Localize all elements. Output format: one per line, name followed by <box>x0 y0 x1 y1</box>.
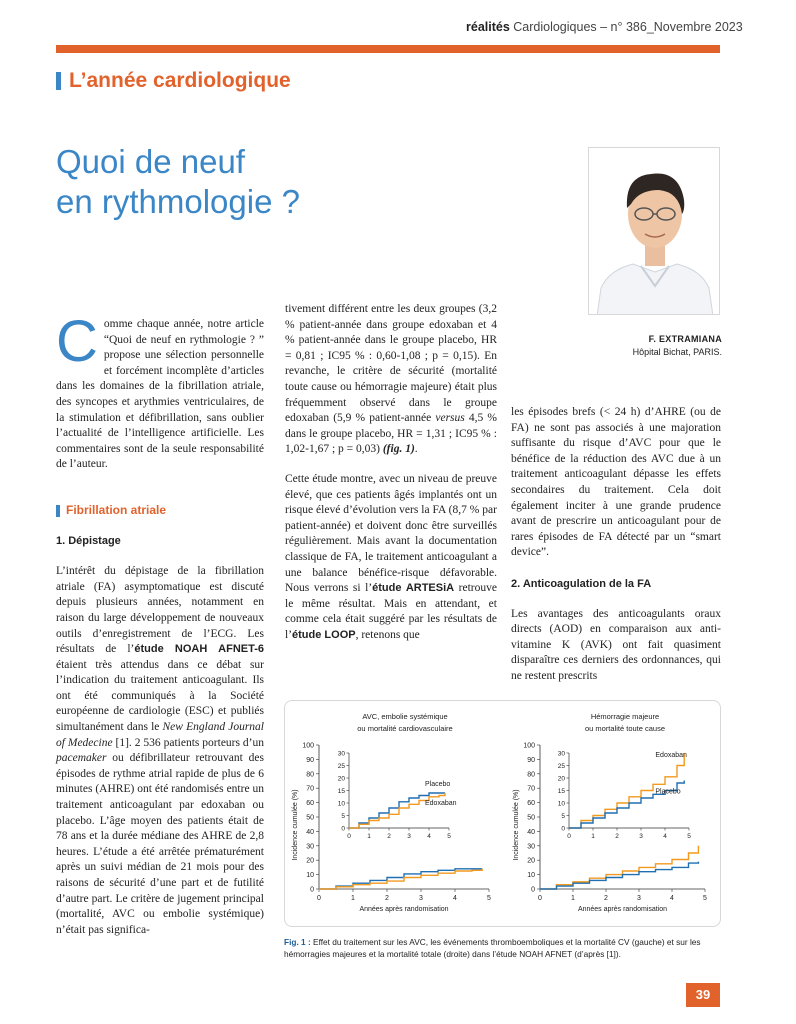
y-axis-label: Incidence cumulée (%) <box>513 789 520 861</box>
versus-term: versus <box>435 412 465 425</box>
km-charts <box>285 701 722 928</box>
author-affiliation: Hôpital Bichat, PARIS. <box>632 347 722 357</box>
x-tick-label: 4 <box>453 895 457 902</box>
x-tick-label: 3 <box>419 895 423 902</box>
series-label-placebo: Placebo <box>425 781 451 788</box>
inset-y-tick-label: 25 <box>337 763 345 770</box>
chart-subtitle: ou mortalité toute cause <box>584 724 666 733</box>
body-text: . <box>414 443 418 456</box>
x-tick-label: 0 <box>538 895 542 902</box>
study-name: étude LOOP <box>292 628 356 641</box>
text-column-1 <box>56 309 264 938</box>
square-bullet-icon <box>56 505 60 517</box>
intro-text: omme chaque année, notre article “Quoi de neuf en rythmologie ? ” propose une sélection personnelle et forcément incomplète d’articles dans les domaines de la fibrillation atriale, des syncopes et arythmies ventriculaires, de la stimulation et défibrillation, sans oublier l’actualité de l’intelligence artificielle. Les commentaires sont de la seule responsabilité de l’auteur. <box>56 318 264 471</box>
inset-x-tick-label: 0 <box>567 833 571 840</box>
y-axis-label: Incidence cumulée (%) <box>292 789 299 861</box>
series-label-placebo: Placebo <box>655 788 681 796</box>
author-photo <box>588 147 720 315</box>
device-term: pacemaker <box>56 752 107 765</box>
caption-label: Fig. 1 : <box>284 937 311 947</box>
chart-title: AVC, embolie systémique <box>362 712 448 721</box>
caption-text: Effet du traitement sur les AVC, les événements thromboemboliques et la mortalité CV (gauche) et sur les hémorragies majeures et la mortalité totale (droite) dans l’étude NOAH AFNET (d’après [1]). <box>284 937 701 959</box>
author-portrait-icon <box>589 148 720 315</box>
series-label-edoxaban: Edoxaban <box>425 800 457 807</box>
section-tag <box>56 68 291 94</box>
x-tick-label: 2 <box>385 895 389 902</box>
inset-x-tick-label: 4 <box>427 833 431 840</box>
y-tick-label: 40 <box>527 828 535 836</box>
inset-y-tick-label: 0 <box>341 825 345 833</box>
inset-y-tick-label: 10 <box>337 800 345 808</box>
y-tick-label: 30 <box>527 843 535 851</box>
y-tick-label: 10 <box>306 872 314 880</box>
header-accent-bar <box>56 45 720 53</box>
y-tick-label: 20 <box>306 857 314 865</box>
y-tick-label: 100 <box>523 742 535 750</box>
inset-x-tick-label: 2 <box>387 833 391 840</box>
author-name: F. EXTRAMIANA <box>648 334 722 344</box>
study-name: étude NOAH AFNET-6 <box>134 643 264 656</box>
y-tick-label: 50 <box>527 814 535 822</box>
body-text: [1]. 2 536 patients porteurs d’un <box>112 736 264 749</box>
body-text: étaient très attendus dans ce débat sur l’indication du traitement anticoagulant. Ils ont été communiqués à la Société européenne de cardiologie (ESC) et publiés simultanément dans le <box>56 658 264 734</box>
inset-y-tick-label: 30 <box>557 750 565 758</box>
chart-subtitle: ou mortalité cardiovasculaire <box>357 724 453 733</box>
figure-caption <box>284 936 721 960</box>
body-paragraph: Les avantages des anticoagulants oraux directs (AOD) en comparaison aux anti-vitamine K (AVK) ont fait quasiment disparaître ces derniers des ordonnances, qui ne restent prescrits <box>511 607 721 682</box>
figure-reference: (fig. 1) <box>382 443 415 456</box>
inset-y-tick-label: 25 <box>557 763 565 770</box>
body-text: tivement différent entre les deux groupes (3,2 % patient-année dans groupe edoxaban et 4 % patient-année dans le groupe placebo, HR = 0,81 ; IC95 % : 0,60-1,08 ; p = 0,15). En revanche, le critère de sécurité (mortalité toute cause ou hémorragie majeure) était plus fréquemment observé dans le groupe edoxaban (5,9 % patient-année <box>285 303 497 425</box>
inset-y-tick-label: 5 <box>561 813 565 820</box>
series-label-edoxaban: Edoxaban <box>655 751 687 759</box>
x-tick-label: 5 <box>487 895 491 902</box>
inset-x-tick-label: 3 <box>639 833 643 840</box>
author-block <box>560 333 722 359</box>
x-tick-label: 0 <box>317 895 321 902</box>
journal-issue: Cardiologiques – n° 386_Novembre 2023 <box>509 20 743 34</box>
inset-x-tick-label: 3 <box>407 833 411 840</box>
inset-y-tick-label: 0 <box>561 825 565 833</box>
y-tick-label: 0 <box>531 886 535 894</box>
inset-y-tick-label: 15 <box>557 788 565 795</box>
y-tick-label: 60 <box>306 800 314 808</box>
body-text: retrouve le même résultat. Mais en attendant, et comme cela était suggéré par les résultats de l’ <box>285 582 497 641</box>
y-tick-label: 70 <box>306 785 314 793</box>
y-tick-label: 0 <box>310 886 314 894</box>
study-name: étude ARTESiA <box>372 582 455 595</box>
body-text: , retenons que <box>355 628 420 641</box>
section-label: L’année cardiologique <box>69 69 291 92</box>
journal-header <box>466 20 743 34</box>
y-tick-label: 20 <box>527 857 535 865</box>
y-tick-label: 80 <box>306 771 314 779</box>
body-paragraph <box>285 472 497 644</box>
inset-x-tick-label: 2 <box>615 833 619 840</box>
y-tick-label: 60 <box>527 800 535 808</box>
body-text: Cette étude montre, avec un niveau de preuve élevé, que ces patients âgés implantés ont un risque élevé d’évolution vers la FA (8,7 % par patient-année) et doivent donc être surveillés régulièrement. Mais avant la documentation classique de FA, le traitement anticoagulant a une balance bénéfice-risque défavorable. Nous verrons si l’ <box>285 472 497 595</box>
article-title-line-1: Quoi de neuf <box>56 143 245 180</box>
section-heading-text: Fibrillation atriale <box>66 502 167 517</box>
chart-title: Hémorragie majeure <box>590 712 660 721</box>
inset-x-tick-label: 1 <box>367 833 371 840</box>
article-title-line-2: en rythmologie ? <box>56 183 300 220</box>
x-axis-label: Années après randomisation <box>577 906 668 913</box>
body-text: ou défibrillateur retrouvant des épisodes de rythme atrial rapide de plus de 6 minutes (AHRE) ont été randomisés entre un traitement anticoagulant par edoxaban ou placebo. L’âge moyen des patients était de 78 ans et la durée médiane des AHRE de 2,8 heures. L’étude a été arrêtée prématurément après un suivi médian de 21 mois pour des raisons de sécurité d’une part et de futilité d’autre part. Le critère de jugement principal (mortalité, AVC ou embolie systémique) n’était pas significa- <box>56 752 264 936</box>
body-text: L’intérêt du dépistage de la fibrillation atriale (FA) asymptomatique est discuté depuis plusieurs années, notamment en raison du large développement de nouveaux outils d’enregistrement de l’ECG. Les résultats de l’ <box>56 565 264 656</box>
inset-y-tick-label: 5 <box>341 813 345 820</box>
inset-series-line-placebo <box>349 793 445 828</box>
x-tick-label: 3 <box>637 895 641 902</box>
y-tick-label: 30 <box>306 843 314 851</box>
y-tick-label: 40 <box>306 828 314 836</box>
inset-x-tick-label: 0 <box>347 833 351 840</box>
inset-y-tick-label: 15 <box>337 788 345 795</box>
x-tick-label: 1 <box>571 895 575 902</box>
x-axis-label: Années après randomisation <box>359 906 449 913</box>
body-paragraph: les épisodes brefs (< 24 h) d’AHRE (ou de FA) ne sont pas associés à une majoration suffisante du risque d’AVC pour que le bénéfice de la réduction des AVC due à un traitement anticoagulant dépasse les effets secondaires du traitement. Cela doit également inciter à une grande prudence avant de prescrire un anticoagulant pour de rares épisodes de FA détecté par un “smart device”. <box>511 406 721 559</box>
y-tick-label: 70 <box>527 785 535 793</box>
inset-x-tick-label: 1 <box>591 833 595 840</box>
text-column-2 <box>285 302 497 643</box>
drop-cap: C <box>56 309 98 374</box>
x-tick-label: 2 <box>604 895 608 902</box>
y-tick-label: 100 <box>302 742 314 750</box>
inset-y-tick-label: 10 <box>557 800 565 808</box>
y-tick-label: 80 <box>527 771 535 779</box>
journal-name: New England Journal of Medecine <box>56 721 264 749</box>
y-tick-label: 50 <box>306 814 314 822</box>
x-tick-label: 1 <box>351 895 355 902</box>
section-heading <box>56 503 264 519</box>
text-column-3 <box>511 405 721 685</box>
intro-paragraph <box>56 309 264 473</box>
article-title <box>56 142 536 222</box>
y-tick-label: 10 <box>527 872 535 880</box>
inset-x-tick-label: 5 <box>447 833 451 840</box>
body-paragraph <box>285 302 497 458</box>
body-paragraph <box>56 564 264 938</box>
x-tick-label: 4 <box>670 895 674 902</box>
inset-y-tick-label: 20 <box>337 775 345 783</box>
sub-heading-anticoagulation: 2. Anticoagulation de la FA <box>511 577 652 590</box>
sub-heading-depistage: 1. Dépistage <box>56 534 121 547</box>
inset-x-tick-label: 4 <box>663 833 667 840</box>
inset-y-tick-label: 30 <box>337 750 345 758</box>
inset-y-tick-label: 20 <box>557 775 565 783</box>
y-tick-label: 90 <box>527 756 535 764</box>
square-bullet-icon <box>56 72 61 90</box>
x-tick-label: 5 <box>703 895 707 902</box>
series-line-placebo <box>319 869 482 889</box>
page-number: 39 <box>686 983 720 1007</box>
figure-1 <box>284 700 721 927</box>
body-text: 4,5 % dans le groupe placebo, HR = 1,31 ; IC95 % : 1,02-1,67 ; p = 0,03) <box>285 412 497 456</box>
inset-x-tick-label: 5 <box>687 833 691 840</box>
journal-brand: réalités <box>466 20 510 34</box>
y-tick-label: 90 <box>306 756 314 764</box>
